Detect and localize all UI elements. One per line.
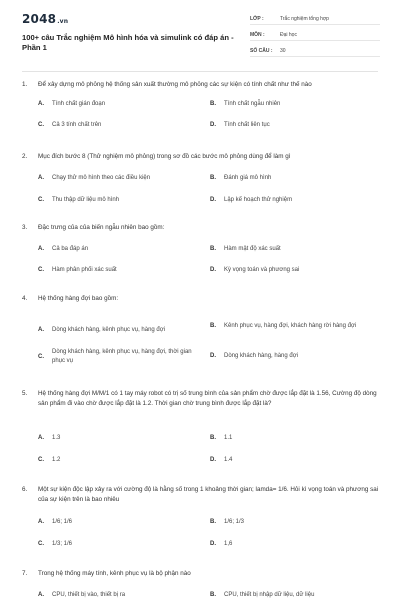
question-2: [22, 152, 382, 203]
question-number: 4.: [22, 295, 28, 302]
option-text: 1.1: [224, 435, 233, 441]
option-letter: B.: [210, 322, 216, 329]
option-letter: D.: [210, 267, 216, 273]
option-letter: B.: [210, 519, 216, 525]
question-stem: [22, 152, 382, 162]
question-number: 1.: [22, 81, 28, 88]
meta-key: LỚP :: [250, 16, 264, 22]
question-text: Hệ thống hàng đợi M/M/1 có 1 tay máy robot có trị số trung bình của sản phẩm chờ được lắp đặt là 1.56, Cường độ dòng sản phẩm đi vào chờ được lắp đặt là 1.2. Thời gian chờ trung bình được lắp đặt là?: [38, 390, 377, 407]
option-b[interactable]: [210, 591, 364, 600]
option-letter: C.: [38, 353, 44, 360]
option-letter: A.: [38, 101, 44, 107]
question-text: Một sự kiện độc lập xảy ra với cường độ là hằng số trong 1 khoảng thời gian; lamda= 1/6. Hỏi kì vọng toán và phương sai của sự kiện trên là bao nhiêu: [38, 486, 379, 503]
option-letter: D.: [210, 197, 216, 203]
option-letter: B.: [210, 435, 216, 441]
option-a[interactable]: [38, 320, 192, 340]
option-letter: C.: [38, 267, 44, 273]
option-letter: D.: [210, 353, 216, 359]
option-c[interactable]: [38, 196, 192, 205]
option-c[interactable]: [38, 456, 192, 465]
option-d[interactable]: [210, 121, 364, 130]
document-meta: [250, 12, 380, 60]
option-text: Thu thập dữ liệu mô hình: [52, 197, 120, 203]
question-text: Trong hệ thống máy tính, kênh phục vụ là bộ phận nào: [38, 570, 191, 577]
option-a[interactable]: [38, 518, 192, 527]
question-number: 7.: [22, 570, 28, 577]
option-text: Kỳ vọng toán và phương sai: [224, 267, 300, 273]
option-letter: D.: [210, 122, 216, 128]
option-a[interactable]: [38, 174, 192, 183]
option-letter: C.: [38, 541, 44, 547]
option-text: Chạy thử mô hình theo các điều kiện: [52, 175, 151, 181]
option-b[interactable]: [210, 245, 364, 254]
option-c[interactable]: [38, 540, 192, 549]
option-text: 1/6; 1/6: [52, 519, 73, 525]
option-d[interactable]: [210, 456, 364, 465]
option-b[interactable]: [210, 100, 364, 109]
option-text: Lập kế hoạch thử nghiệm: [224, 197, 293, 203]
option-text: CPU, thiết bị nhập dữ liệu, dữ liệu: [224, 592, 315, 598]
option-d[interactable]: [210, 540, 364, 549]
option-b[interactable]: [210, 316, 364, 336]
question-1: [22, 80, 382, 128]
option-a[interactable]: [38, 245, 192, 254]
option-b[interactable]: [210, 518, 364, 527]
option-letter: A.: [38, 435, 44, 441]
meta-key: MÔN :: [250, 32, 265, 38]
meta-value: Đại học: [280, 32, 297, 38]
question-stem: [22, 485, 382, 505]
option-d[interactable]: [210, 266, 364, 275]
question-text: Mục đích bước 8 (Thử nghiệm mô phỏng) trong sơ đồ các bước mô phỏng dùng để làm gì: [38, 153, 291, 160]
question-number: 2.: [22, 153, 28, 160]
option-a[interactable]: [38, 434, 192, 443]
question-5: [22, 389, 382, 463]
option-text: Tính chất gián đoạn: [52, 101, 106, 107]
option-b[interactable]: [210, 174, 364, 183]
option-text: Dòng khách hàng, hàng đợi: [224, 353, 298, 359]
option-text: Dòng khách hàng, kênh phục vụ, hàng đợi, thời gian phục vụ: [52, 349, 192, 364]
option-c[interactable]: [38, 121, 192, 130]
logo-text: 2048: [22, 12, 57, 26]
option-letter: D.: [210, 541, 216, 547]
option-a[interactable]: [38, 100, 192, 109]
option-letter: C.: [38, 122, 44, 128]
option-letter: A.: [38, 519, 44, 525]
option-letter: A.: [38, 592, 44, 598]
option-c[interactable]: [38, 347, 192, 367]
meta-key: SỐ CÂU :: [250, 48, 273, 54]
option-text: Tính chất ngẫu nhiên: [224, 101, 281, 107]
meta-value: Trắc nghiệm tổng hợp: [280, 16, 329, 22]
option-text: Cả ba đáp án: [52, 246, 89, 252]
meta-value: 30: [280, 48, 286, 54]
question-text: Hệ thống hàng đợi bao gồm:: [38, 295, 119, 302]
question-stem: [22, 223, 382, 233]
option-text: Hàm mật độ xác suất: [224, 246, 281, 252]
option-text: CPU, thiết bị vào, thiết bị ra: [52, 592, 126, 598]
question-stem: [22, 294, 382, 304]
question-number: 6.: [22, 486, 28, 493]
option-a[interactable]: [38, 591, 192, 600]
meta-row-class: [250, 12, 380, 25]
option-text: 1.2: [52, 457, 61, 463]
logo-tld: .vn: [57, 18, 69, 25]
option-text: Hàm phân phối xác suất: [52, 267, 117, 273]
header-divider: [22, 71, 378, 72]
question-stem: [22, 389, 382, 409]
document-title: 100+ câu Trắc nghiệm Mô hình hóa và simulink có đáp án - Phần 1: [22, 33, 234, 52]
question-6: [22, 485, 382, 547]
option-d[interactable]: [210, 352, 364, 361]
option-text: Dòng khách hàng, kênh phục vụ, hàng đợi: [52, 326, 166, 333]
question-text: Để xây dựng mô phỏng hệ thống sản xuất thường mô phỏng các sự kiện có tính chất như thế nào: [38, 81, 312, 88]
option-text: Kênh phục vụ, hàng đợi, khách hàng rời hàng đợi: [224, 322, 357, 329]
option-d[interactable]: [210, 196, 364, 205]
option-text: Đánh giá mô hình: [224, 175, 272, 181]
option-text: 1.4: [224, 457, 233, 463]
question-7: [22, 569, 382, 598]
option-text: 1,6: [224, 541, 233, 547]
option-letter: B.: [210, 246, 216, 252]
option-letter: C.: [38, 457, 44, 463]
option-b[interactable]: [210, 434, 364, 443]
option-text: 1/6; 1/3: [224, 519, 245, 525]
option-letter: A.: [38, 246, 44, 252]
option-text: Tính chất liên tục: [224, 122, 270, 128]
question-number: 5.: [22, 390, 28, 397]
option-letter: A.: [38, 175, 44, 181]
question-stem: [22, 569, 382, 579]
site-logo[interactable]: [22, 12, 68, 26]
question-4: [22, 294, 382, 364]
option-text: 1/3; 1/6: [52, 541, 73, 547]
question-3: [22, 223, 382, 273]
question-stem: [22, 80, 382, 90]
meta-row-count: [250, 44, 380, 57]
option-text: Cả 3 tính chất trên: [52, 122, 102, 128]
meta-row-subject: [250, 28, 380, 41]
option-letter: B.: [210, 101, 216, 107]
option-text: 1.3: [52, 435, 61, 441]
question-number: 3.: [22, 224, 28, 231]
option-letter: B.: [210, 592, 216, 598]
document-header: [0, 0, 400, 70]
option-letter: B.: [210, 175, 216, 181]
option-letter: D.: [210, 457, 216, 463]
option-letter: C.: [38, 197, 44, 203]
option-c[interactable]: [38, 266, 192, 275]
option-letter: A.: [38, 326, 44, 333]
question-text: Đặc trưng của của biến ngẫu nhiên bao gồm:: [38, 224, 165, 231]
